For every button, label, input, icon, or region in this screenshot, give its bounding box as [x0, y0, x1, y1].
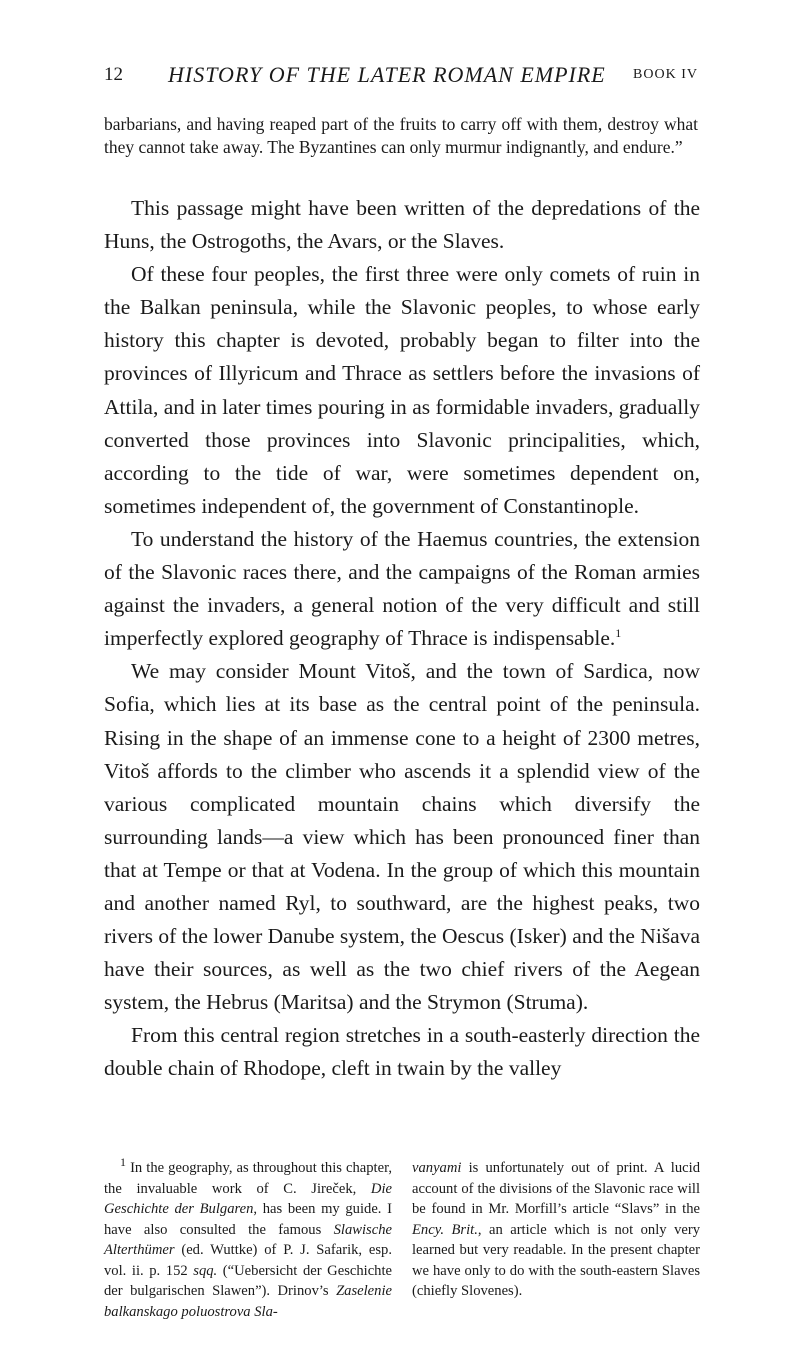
book-label: BOOK IV	[633, 67, 698, 82]
paragraph-3-text: To understand the history of the Haemus countries, the extension of the Slavonic races there, and the campaigns of the Roman armies against the invaders, a general notion of the very difficult and still imperfectly explored geography of Thrace is indispensable.	[104, 526, 700, 651]
footnote-title: Die Geschichte der Bulgaren	[104, 1180, 392, 1217]
paragraph-3	[104, 523, 700, 655]
footnotes	[104, 1155, 700, 1322]
footnote-text: is unfortunately out of print. A lucid account of the divisions of the Slavonic race will be found in Mr. Morfill’s article “Slavs” in the	[412, 1160, 700, 1217]
footnote-text: (“Uebersicht der Geschichte der bulgarischen Slawen”). Drinov’s	[104, 1262, 393, 1299]
quote-continuation: barbarians, and having reaped part of the fruits to carry off with them, destroy what they cannot take away. The Byzantines can only murmur indignantly, and endure.”	[104, 114, 698, 157]
paragraph-4: We may consider Mount Vitoš, and the town of Sardica, now Sofia, which lies at its base as the central point of the peninsula. Rising in the shape of an immense cone to a height of 2300 metres, Vitoš affords to the climber who ascends it a splendid view of the various complicated mountain chains which diversify the surrounding lands—a view which has been pronounced finer than that at Tempe or that at Vodena. In the group of which this mountain and another named Ryl, to southward, are the highest peaks, two rivers of the lower Danube system, the Oescus (Isker) and the Nišava have their sources, as well as the two chief rivers of the Aegean system, the Hebrus (Maritsa) and the Strymon (Struma).	[104, 659, 700, 1015]
footnote-1-continued	[412, 1158, 700, 1302]
footnote-reference: 1	[615, 626, 622, 641]
footnote-title: vanyami	[412, 1160, 462, 1176]
paragraph-2: Of these four peoples, the first three were only comets of ruin in the Balkan peninsula, while the Slavonic peoples, to whose early history this chapter is devoted, probably began to filter into the provinces of Illyricum and Thrace as settlers before the invasions of Attila, and in later times pouring in as formidable invaders, gradually converted those provinces into Slavonic principalities, which, according to the tide of war, were sometimes dependent on, sometimes independent of, the government of Constantinople.	[104, 262, 700, 518]
footnote-text: , has been my guide. I have also consulted the famous	[104, 1201, 392, 1238]
footnote-title: sqq.	[193, 1262, 218, 1279]
footnote-title: Zaselenie balkanskago poluostrova Sla-	[104, 1283, 392, 1320]
running-head	[104, 62, 698, 92]
body-text	[104, 192, 700, 1086]
paragraph-5: From this central region stretches in a south-easterly direction the double chain of Rhodope, cleft in twain by the valley	[104, 1023, 700, 1081]
footnote-text: (ed. Wuttke) of P. J. Safarik, esp. vol. ii. p. 152	[104, 1242, 392, 1279]
footnote-number: 1	[120, 1155, 126, 1170]
page-number: 12	[104, 64, 123, 85]
footnote-1	[104, 1155, 393, 1322]
footnote-text: In the geography, as throughout this chapter, the invaluable work of C. Jireček,	[104, 1160, 392, 1197]
footnote-title: Slawische Alterthümer	[104, 1221, 392, 1258]
footnote-column-right	[412, 1158, 700, 1322]
footnote-text: , an article which is not only very learned but very readable. In the present chapter we have only to do with the south-eastern Slaves (chiefly Slovenes).	[412, 1221, 700, 1299]
paragraph-1: This passage might have been written of the depredations of the Huns, the Ostrogoths, the Avars, or the Slaves.	[104, 196, 700, 254]
footnote-column-left	[104, 1155, 393, 1322]
running-title: HISTORY OF THE LATER ROMAN EMPIRE	[168, 62, 606, 87]
footnote-title: Ency. Brit.	[412, 1221, 478, 1238]
